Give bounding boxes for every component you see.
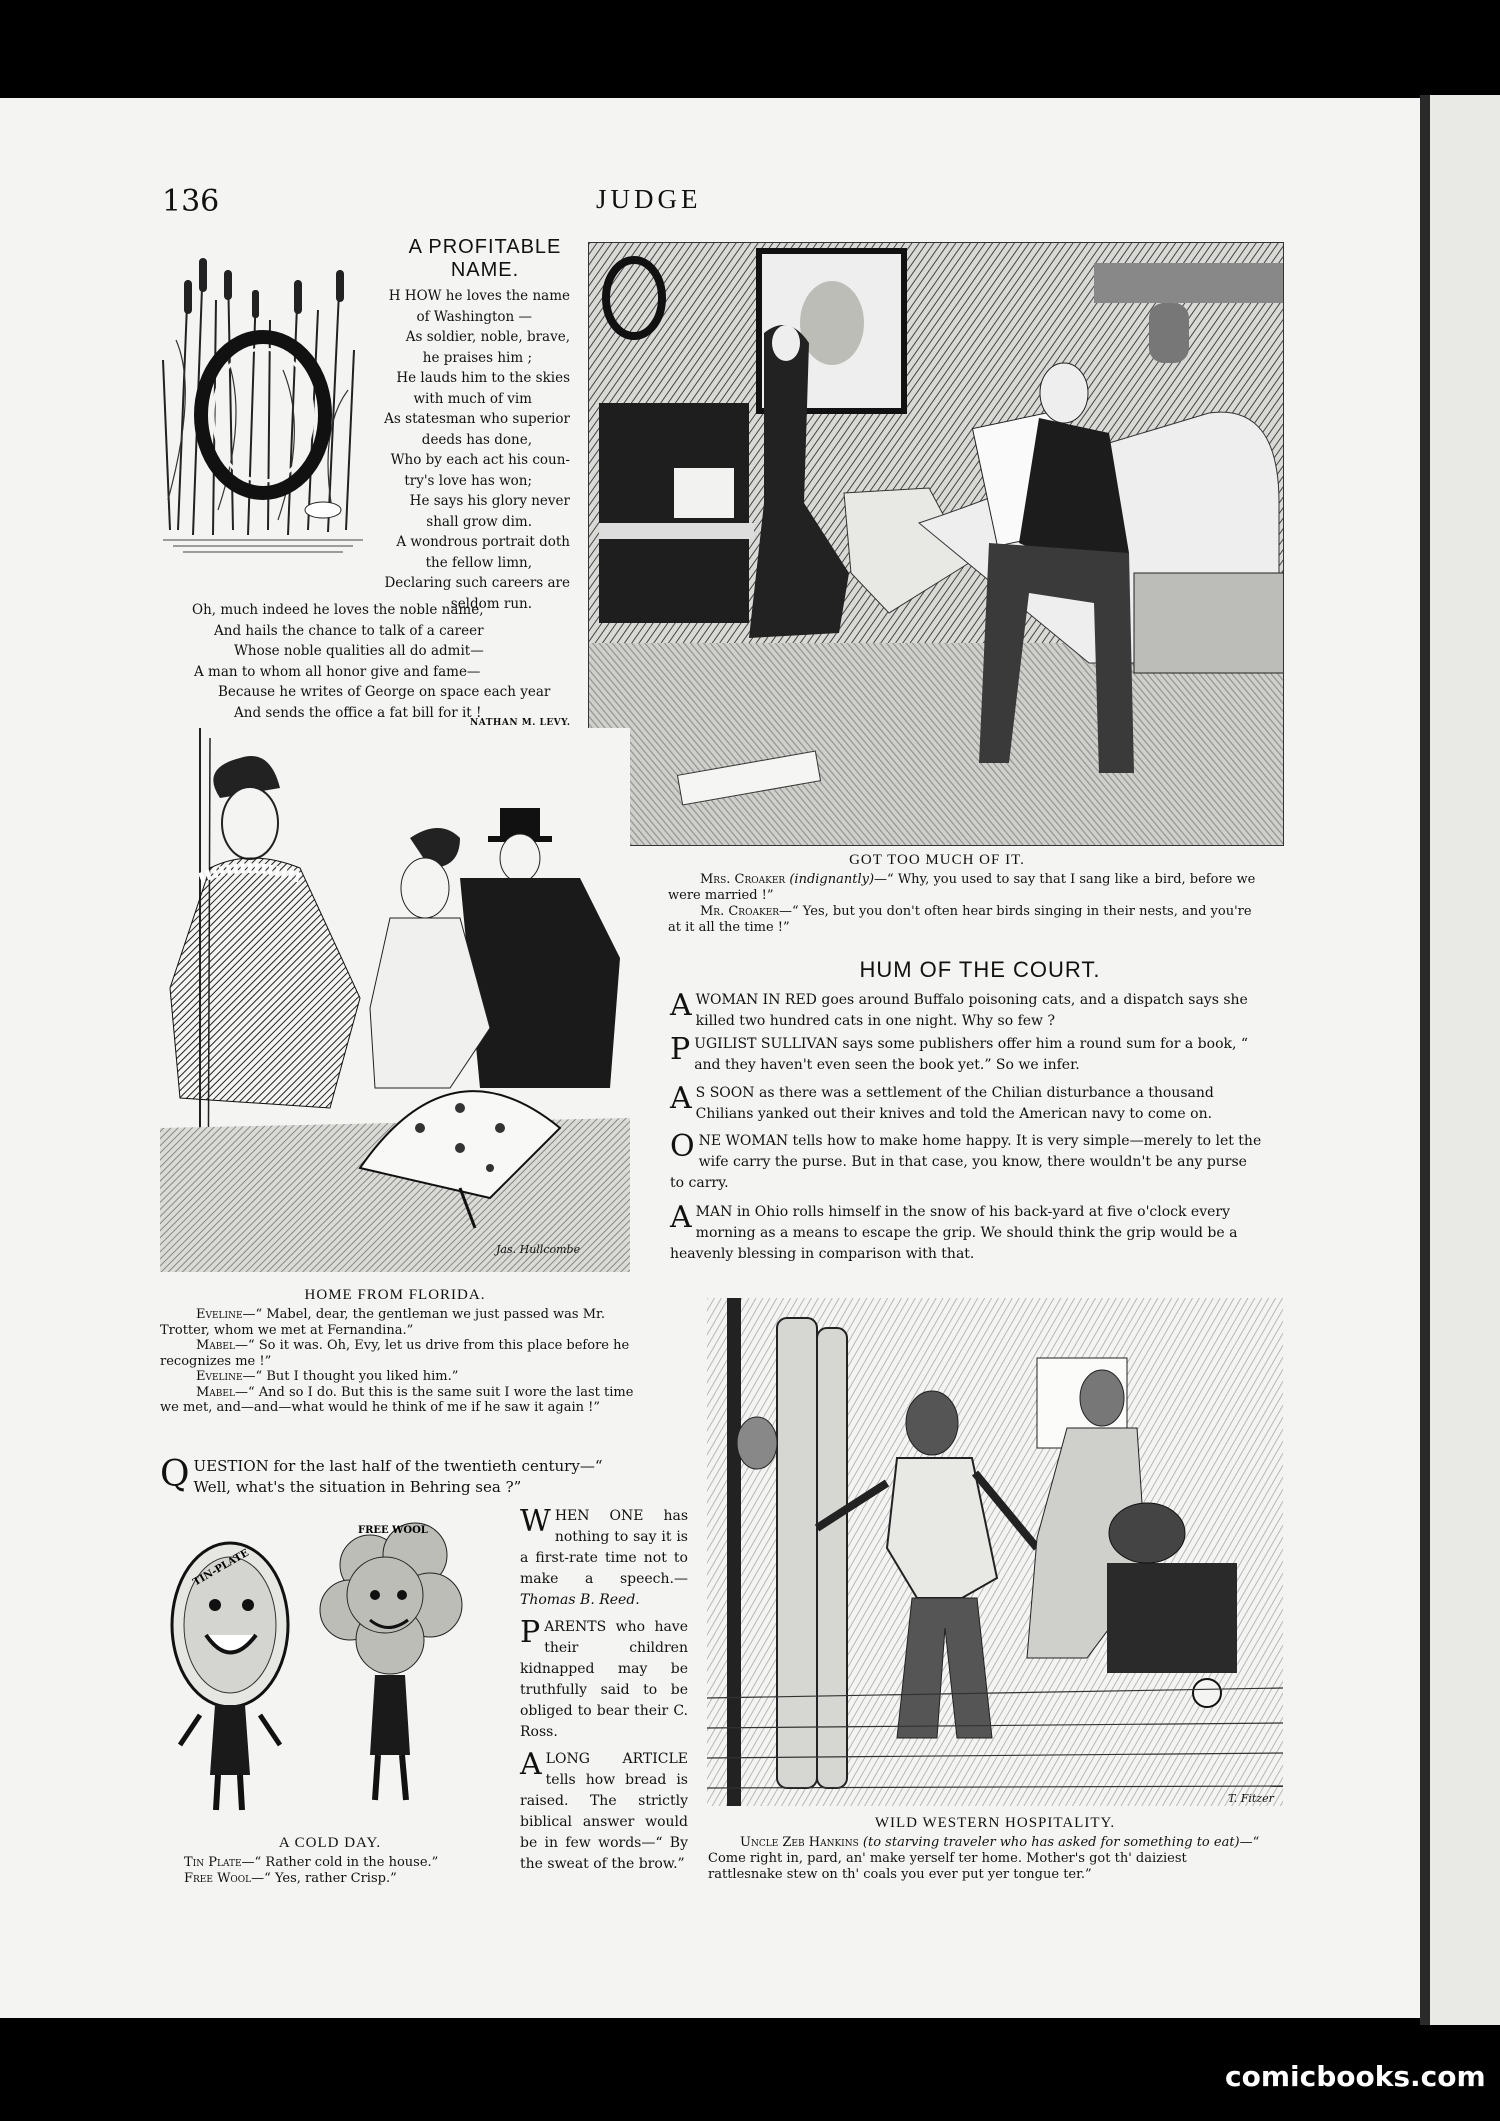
column-paragraph — [520, 1506, 688, 1611]
poem-title — [385, 236, 585, 282]
stage-direction: (indignantly) — [789, 872, 875, 887]
cold-day-drawing — [170, 1505, 500, 1830]
hum-lead: UGILIST SULLIVAN — [694, 1036, 838, 1052]
florida-line — [160, 1369, 634, 1385]
speaker-name: Eveline — [196, 1307, 243, 1322]
cabin-drawing — [707, 1298, 1283, 1806]
hum-lead: S SOON — [695, 1085, 755, 1101]
artist-signature: T. Fitzer — [1228, 1792, 1274, 1805]
cabin-illustration — [707, 1298, 1283, 1806]
reeds-drawing — [158, 240, 368, 555]
column-text: has nothing to say it is a first-rate time not to make a speech.— — [520, 1508, 689, 1587]
poem-line: try's love has won; — [404, 472, 532, 489]
hum-text: tells how to make home happy. It is very simple—merely to let the wife carry the purse. But in that case, you know, there wouldn't be any purse to carry. — [670, 1133, 1262, 1191]
dialogue: —“ Why, you used to say that I sang like a bird, before we were married !” — [668, 872, 1256, 903]
drop-cap: P — [670, 1032, 691, 1067]
western-caption-title: WILD WESTERN HOSPITALITY. — [874, 1815, 1116, 1831]
column-lead: HEN ONE — [554, 1508, 644, 1524]
hum-item — [670, 1034, 1262, 1076]
question-item — [160, 1456, 630, 1498]
western-line — [708, 1835, 1264, 1883]
hum-text: as there was a settlement of the Chilian disturbance a thousand Chilians yanked out their knives and told the American navy to come on. — [695, 1085, 1214, 1122]
hum-text: says some publishers offer him a round sum for a book, “ and they haven't even seen the book yet.” So we infer. — [694, 1036, 1249, 1073]
carriage-illustration — [160, 728, 630, 1272]
drop-cap: O — [670, 1129, 695, 1164]
hum-lead: WOMAN IN RED — [695, 992, 817, 1008]
poem-line: A wondrous portrait doth — [396, 534, 570, 550]
tin-plate-label: TIN-PLATE — [191, 1547, 251, 1589]
poem-line: Declaring such careers are — [384, 575, 570, 591]
poem-line: Oh, much indeed he loves the noble name, — [192, 602, 484, 618]
question-text: UESTION for the last half of the twentieth century—“ Well, what's the situation in Behring sea ?” — [193, 1457, 603, 1496]
poem-line: he praises him ; — [422, 349, 532, 366]
dialogue: —“ Yes, but you don't often hear birds singing in their nests, and you're at it all the time !” — [668, 904, 1252, 935]
hum-item — [670, 990, 1262, 1032]
speaker-name: Mrs. Croaker — [700, 872, 786, 887]
drop-cap: A — [670, 1081, 692, 1116]
dialogue: —“ Come right in, pard, an' make yerself ter home. Mother's got th' daiziest rattlesnake stew on th' coals you ever put yer tongue ter.” — [708, 1835, 1260, 1882]
western-caption — [708, 1835, 1264, 1883]
poem-line: Whose noble qualities all do admit— — [234, 643, 484, 659]
dialogue: —“ Yes, rather Crisp.” — [251, 1871, 397, 1886]
poem-line: seldom run. — [450, 595, 532, 612]
hum-text: in Ohio rolls himself in the snow of his back-yard at five o'clock every morning as a means to escape the grip. We should think the grip would be a heavenly blessing in comparison with that. — [670, 1204, 1238, 1262]
florida-caption — [160, 1307, 634, 1416]
drop-cap: W — [520, 1504, 551, 1539]
cold-line1 — [184, 1855, 514, 1871]
florida-line — [160, 1385, 634, 1416]
cold-day-title: A COLD DAY. — [278, 1835, 382, 1851]
poem-title-line2: NAME. — [450, 259, 520, 281]
speaker-name: Mabel — [196, 1338, 235, 1353]
florida-line — [160, 1338, 634, 1369]
poem-line: of Washington — — [416, 308, 532, 325]
hum-item — [670, 1131, 1262, 1194]
speaker-name: Tin Plate — [184, 1855, 242, 1870]
poem-line: with much of vim — [413, 390, 532, 407]
magazine-title: JUDGE — [596, 184, 702, 214]
drop-cap: A — [670, 1200, 692, 1235]
column-lead: LONG ARTICLE — [545, 1751, 688, 1767]
croaker-caption-title: GOT TOO MUCH OF IT. — [849, 852, 1025, 868]
parlor-illustration — [588, 242, 1284, 846]
stage-direction: (to starving traveler who has asked for something to eat) — [862, 1835, 1240, 1850]
croaker-caption — [668, 872, 1262, 936]
poem-line: He lauds him to the skies — [396, 370, 570, 386]
dialogue: —“ Rather cold in the house.” — [241, 1855, 439, 1870]
dialogue: —“ And so I do. But this is the same suit I wore the last time we met, and—and—what would he think of me if he saw it again !” — [160, 1384, 634, 1415]
poem-line: Because he writes of George on space each year — [218, 684, 551, 700]
column-lead: ARENTS — [544, 1619, 607, 1635]
poem-line: Who by each act his coun- — [390, 452, 570, 468]
croaker-line2 — [668, 904, 1262, 936]
site-watermark: comicbooks.com — [1225, 2060, 1486, 2093]
poem-full-lines — [192, 600, 572, 723]
croaker-line1 — [668, 872, 1262, 904]
hum-item — [670, 1083, 1262, 1125]
column-paragraph — [520, 1749, 688, 1875]
cold-day-caption — [184, 1855, 514, 1887]
dialogue: —“ But I thought you liked him.” — [242, 1369, 459, 1384]
speaker-name: Uncle Zeb Hankins — [740, 1835, 859, 1850]
column-attribution: Thomas B. Reed. — [520, 1592, 640, 1608]
column-text: tells how bread is raised. The strictly biblical answer would be in few words—“ By the sweat of the brow.” — [520, 1772, 688, 1872]
poem-line: the fellow limn, — [425, 554, 532, 571]
speaker-name: Eveline — [196, 1369, 243, 1384]
dialogue: —“ Mabel, dear, the gentleman we just passed was Mr. Trotter, whom we met at Fernandina.” — [160, 1307, 605, 1338]
poem-line: As soldier, noble, brave, — [405, 329, 570, 345]
hum-text: goes around Buffalo poisoning cats, and a dispatch says she killed two hundred cats in one night. Why so few ? — [695, 992, 1248, 1029]
poem-line: And sends the office a fat bill for it ! — [234, 704, 482, 721]
florida-caption-title: HOME FROM FLORIDA. — [304, 1287, 486, 1303]
cold-day-illustration — [170, 1505, 500, 1830]
poem-line: And hails the chance to talk of a career — [214, 622, 484, 639]
next-page-edge — [1420, 95, 1500, 2025]
poem-title-line1: A PROFITABLE — [408, 236, 562, 258]
reeds-illustration — [158, 240, 368, 555]
column-paragraph — [520, 1617, 688, 1743]
speaker-name: Mr. Croaker — [700, 904, 780, 919]
speaker-name: Mabel — [196, 1384, 235, 1400]
hum-of-the-court-title: HUM OF THE COURT. — [859, 957, 1101, 982]
drop-cap: A — [520, 1747, 542, 1782]
column-text: who have their children kidnapped may be truthfully said to be obliged to bear their C. Ross. — [520, 1619, 688, 1740]
poem-line: As statesman who superior — [384, 411, 570, 427]
drop-cap: A — [670, 988, 692, 1023]
parlor-drawing — [589, 243, 1283, 845]
cold-line2 — [184, 1871, 514, 1887]
poem-author: NATHAN M. LEVY. — [470, 718, 571, 728]
poem-line: H HOW he loves the name — [388, 288, 570, 304]
narrow-column — [520, 1506, 688, 1875]
carriage-drawing — [160, 728, 630, 1272]
hum-lead: MAN — [695, 1204, 733, 1220]
page-number: 136 — [162, 184, 220, 219]
free-wool-label: FREE WOOL — [358, 1525, 428, 1536]
poem-right-lines — [372, 286, 570, 614]
poem-line: deeds has done, — [421, 431, 532, 448]
poem-line: A man to whom all honor give and fame— — [194, 663, 481, 680]
artist-signature: Jas. Hullcombe — [496, 1243, 581, 1256]
hum-lead: NE WOMAN — [698, 1133, 789, 1149]
poem-line: He says his glory never — [409, 493, 570, 509]
poem-line: shall grow dim. — [426, 513, 532, 530]
florida-line — [160, 1307, 634, 1338]
speaker-name: Free Wool — [184, 1871, 252, 1886]
drop-cap: Q — [160, 1454, 190, 1495]
dialogue: —“ So it was. Oh, Evy, let us drive from this place before he recognizes me !” — [160, 1338, 630, 1369]
hum-item — [670, 1202, 1262, 1265]
drop-cap: P — [520, 1615, 541, 1650]
